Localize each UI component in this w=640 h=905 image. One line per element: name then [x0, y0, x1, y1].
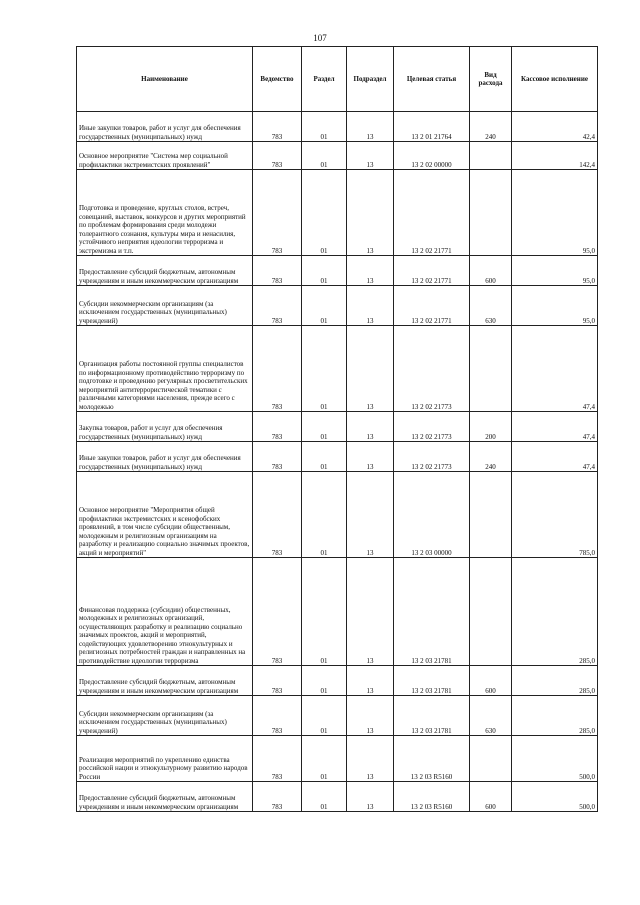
- row-podrazdel: 13: [347, 696, 394, 736]
- row-name: Иные закупки товаров, работ и услуг для обеспечения государственных (муниципальных) нужд: [77, 112, 253, 142]
- row-razdel: 01: [302, 666, 347, 696]
- row-celevaya-statya: 13 2 01 21764: [394, 112, 470, 142]
- row-vid-raskhoda: 600: [470, 256, 512, 286]
- row-vedomstvo: 783: [253, 666, 302, 696]
- row-razdel: 01: [302, 286, 347, 326]
- table-row: [77, 286, 598, 326]
- row-vedomstvo: 783: [253, 736, 302, 782]
- row-name: Подготовка и проведение, круглых столов, встреч, совещаний, выставок, конкурсов и других мероприятий по проблемам формирования среди молодежи толерантного сознания, культуры мира и ненасилия, устойчивого неприятия идеологии терроризма и экстремизма и т.п.: [77, 170, 253, 256]
- row-kassovoe-ispolnenie: 95,0: [512, 170, 598, 256]
- row-podrazdel: 13: [347, 472, 394, 558]
- row-vid-raskhoda: [470, 326, 512, 412]
- row-name: Основное мероприятие "Система мер социальной профилактики экстремистских проявлений": [77, 142, 253, 170]
- row-podrazdel: 13: [347, 286, 394, 326]
- table-row: [77, 412, 598, 442]
- row-razdel: 01: [302, 736, 347, 782]
- row-name: Реализация мероприятий по укреплению единства российской нации и этнокультурному развитию народов России: [77, 736, 253, 782]
- row-podrazdel: 13: [347, 736, 394, 782]
- row-kassovoe-ispolnenie: 142,4: [512, 142, 598, 170]
- row-kassovoe-ispolnenie: 47,4: [512, 442, 598, 472]
- header-celevaya-statya: Целевая статья: [394, 47, 470, 112]
- row-name: Субсидии некоммерческим организациям (за исключением государственных (муниципальных) учреждений): [77, 286, 253, 326]
- row-podrazdel: 13: [347, 170, 394, 256]
- row-kassovoe-ispolnenie: 47,4: [512, 326, 598, 412]
- row-celevaya-statya: 13 2 03 21781: [394, 558, 470, 666]
- row-vedomstvo: 783: [253, 782, 302, 812]
- row-kassovoe-ispolnenie: 285,0: [512, 666, 598, 696]
- row-vedomstvo: 783: [253, 472, 302, 558]
- row-razdel: 01: [302, 782, 347, 812]
- row-celevaya-statya: 13 2 02 21773: [394, 412, 470, 442]
- row-vid-raskhoda: [470, 736, 512, 782]
- row-podrazdel: 13: [347, 112, 394, 142]
- table-row: [77, 326, 598, 412]
- row-vid-raskhoda: [470, 142, 512, 170]
- row-celevaya-statya: 13 2 02 21773: [394, 326, 470, 412]
- table-row: [77, 666, 598, 696]
- row-razdel: 01: [302, 256, 347, 286]
- row-name: Основное мероприятие "Мероприятия общей профилактики экстремистских и ксенофобских проявлений, в том числе субсидии общественным, молодежным и религиозным организациям на разработку и реализацию социально значимых проектов, акций и мероприятий": [77, 472, 253, 558]
- row-name: Предоставление субсидий бюджетным, автономным учреждениям и иным некоммерческим организациям: [77, 666, 253, 696]
- row-kassovoe-ispolnenie: 285,0: [512, 696, 598, 736]
- row-kassovoe-ispolnenie: 47,4: [512, 412, 598, 442]
- row-vid-raskhoda: [470, 472, 512, 558]
- row-podrazdel: 13: [347, 782, 394, 812]
- page-number: 107: [313, 33, 327, 43]
- row-celevaya-statya: 13 2 02 00000: [394, 142, 470, 170]
- row-kassovoe-ispolnenie: 785,0: [512, 472, 598, 558]
- row-celevaya-statya: 13 2 03 21781: [394, 666, 470, 696]
- row-vid-raskhoda: [470, 558, 512, 666]
- row-razdel: 01: [302, 142, 347, 170]
- row-podrazdel: 13: [347, 666, 394, 696]
- header-kassovoe-ispolnenie: Кассовое исполнение: [512, 47, 598, 112]
- row-razdel: 01: [302, 442, 347, 472]
- row-razdel: 01: [302, 472, 347, 558]
- row-razdel: 01: [302, 558, 347, 666]
- row-razdel: 01: [302, 112, 347, 142]
- row-vid-raskhoda: 240: [470, 442, 512, 472]
- row-name: Предоставление субсидий бюджетным, автономным учреждениям и иным некоммерческим организациям: [77, 256, 253, 286]
- row-name: Предоставление субсидий бюджетным, автономным учреждениям и иным некоммерческим организациям: [77, 782, 253, 812]
- table-row: [77, 256, 598, 286]
- table-row: [77, 170, 598, 256]
- row-name: Закупка товаров, работ и услуг для обеспечения государственных (муниципальных) нужд: [77, 412, 253, 442]
- table-row: [77, 736, 598, 782]
- header-podrazdel: Подраздел: [347, 47, 394, 112]
- row-vid-raskhoda: 200: [470, 412, 512, 442]
- table-row: [77, 696, 598, 736]
- table-row: [77, 472, 598, 558]
- row-kassovoe-ispolnenie: 500,0: [512, 736, 598, 782]
- row-name: Финансовая поддержка (субсидии) общественных, молодежных и религиозных организаций, осуществляющих разработку и реализацию социально значимых проектов, акций и мероприятий, содействующих удовлетворению этнокультурных и религиозных потребностей граждан и направленных на противодействие идеологии терроризма: [77, 558, 253, 666]
- row-podrazdel: 13: [347, 558, 394, 666]
- row-kassovoe-ispolnenie: 42,4: [512, 112, 598, 142]
- row-razdel: 01: [302, 170, 347, 256]
- row-vedomstvo: 783: [253, 696, 302, 736]
- row-razdel: 01: [302, 412, 347, 442]
- row-celevaya-statya: 13 2 03 R5160: [394, 782, 470, 812]
- row-kassovoe-ispolnenie: 95,0: [512, 286, 598, 326]
- table-row: [77, 558, 598, 666]
- row-podrazdel: 13: [347, 442, 394, 472]
- row-kassovoe-ispolnenie: 500,0: [512, 782, 598, 812]
- row-vid-raskhoda: 600: [470, 666, 512, 696]
- row-vid-raskhoda: [470, 170, 512, 256]
- row-vedomstvo: 783: [253, 256, 302, 286]
- row-vedomstvo: 783: [253, 442, 302, 472]
- row-vedomstvo: 783: [253, 412, 302, 442]
- row-vid-raskhoda: 630: [470, 286, 512, 326]
- table-row: [77, 112, 598, 142]
- row-razdel: 01: [302, 326, 347, 412]
- row-name: Организация работы постоянной группы специалистов по информационному противодействию терроризму по подготовке и проведению регулярных просветительских мероприятий антитеррористической тематики с различными категориями населения, прежде всего с молодежью: [77, 326, 253, 412]
- header-name: Наименование: [77, 47, 253, 112]
- row-vedomstvo: 783: [253, 112, 302, 142]
- row-vedomstvo: 783: [253, 170, 302, 256]
- row-celevaya-statya: 13 2 02 21771: [394, 286, 470, 326]
- budget-table: [76, 46, 598, 812]
- row-celevaya-statya: 13 2 03 R5160: [394, 736, 470, 782]
- row-celevaya-statya: 13 2 03 21781: [394, 696, 470, 736]
- row-name: Субсидии некоммерческим организациям (за исключением государственных (муниципальных) учреждений): [77, 696, 253, 736]
- row-kassovoe-ispolnenie: 95,0: [512, 256, 598, 286]
- header-vid-raskhoda: Вид расхода: [470, 47, 512, 112]
- row-celevaya-statya: 13 2 03 00000: [394, 472, 470, 558]
- header-razdel: Раздел: [302, 47, 347, 112]
- row-vid-raskhoda: 630: [470, 696, 512, 736]
- row-podrazdel: 13: [347, 256, 394, 286]
- row-podrazdel: 13: [347, 412, 394, 442]
- row-vid-raskhoda: 600: [470, 782, 512, 812]
- row-name: Иные закупки товаров, работ и услуг для обеспечения государственных (муниципальных) нужд: [77, 442, 253, 472]
- row-vedomstvo: 783: [253, 558, 302, 666]
- row-kassovoe-ispolnenie: 285,0: [512, 558, 598, 666]
- table-row: [77, 142, 598, 170]
- table-row: [77, 782, 598, 812]
- row-vedomstvo: 783: [253, 286, 302, 326]
- row-celevaya-statya: 13 2 02 21771: [394, 170, 470, 256]
- header-vedomstvo: Ведомство: [253, 47, 302, 112]
- row-celevaya-statya: 13 2 02 21771: [394, 256, 470, 286]
- header-row: [77, 47, 598, 112]
- row-podrazdel: 13: [347, 142, 394, 170]
- row-razdel: 01: [302, 696, 347, 736]
- row-podrazdel: 13: [347, 326, 394, 412]
- row-vedomstvo: 783: [253, 326, 302, 412]
- table-row: [77, 442, 598, 472]
- row-celevaya-statya: 13 2 02 21773: [394, 442, 470, 472]
- row-vid-raskhoda: 240: [470, 112, 512, 142]
- row-vedomstvo: 783: [253, 142, 302, 170]
